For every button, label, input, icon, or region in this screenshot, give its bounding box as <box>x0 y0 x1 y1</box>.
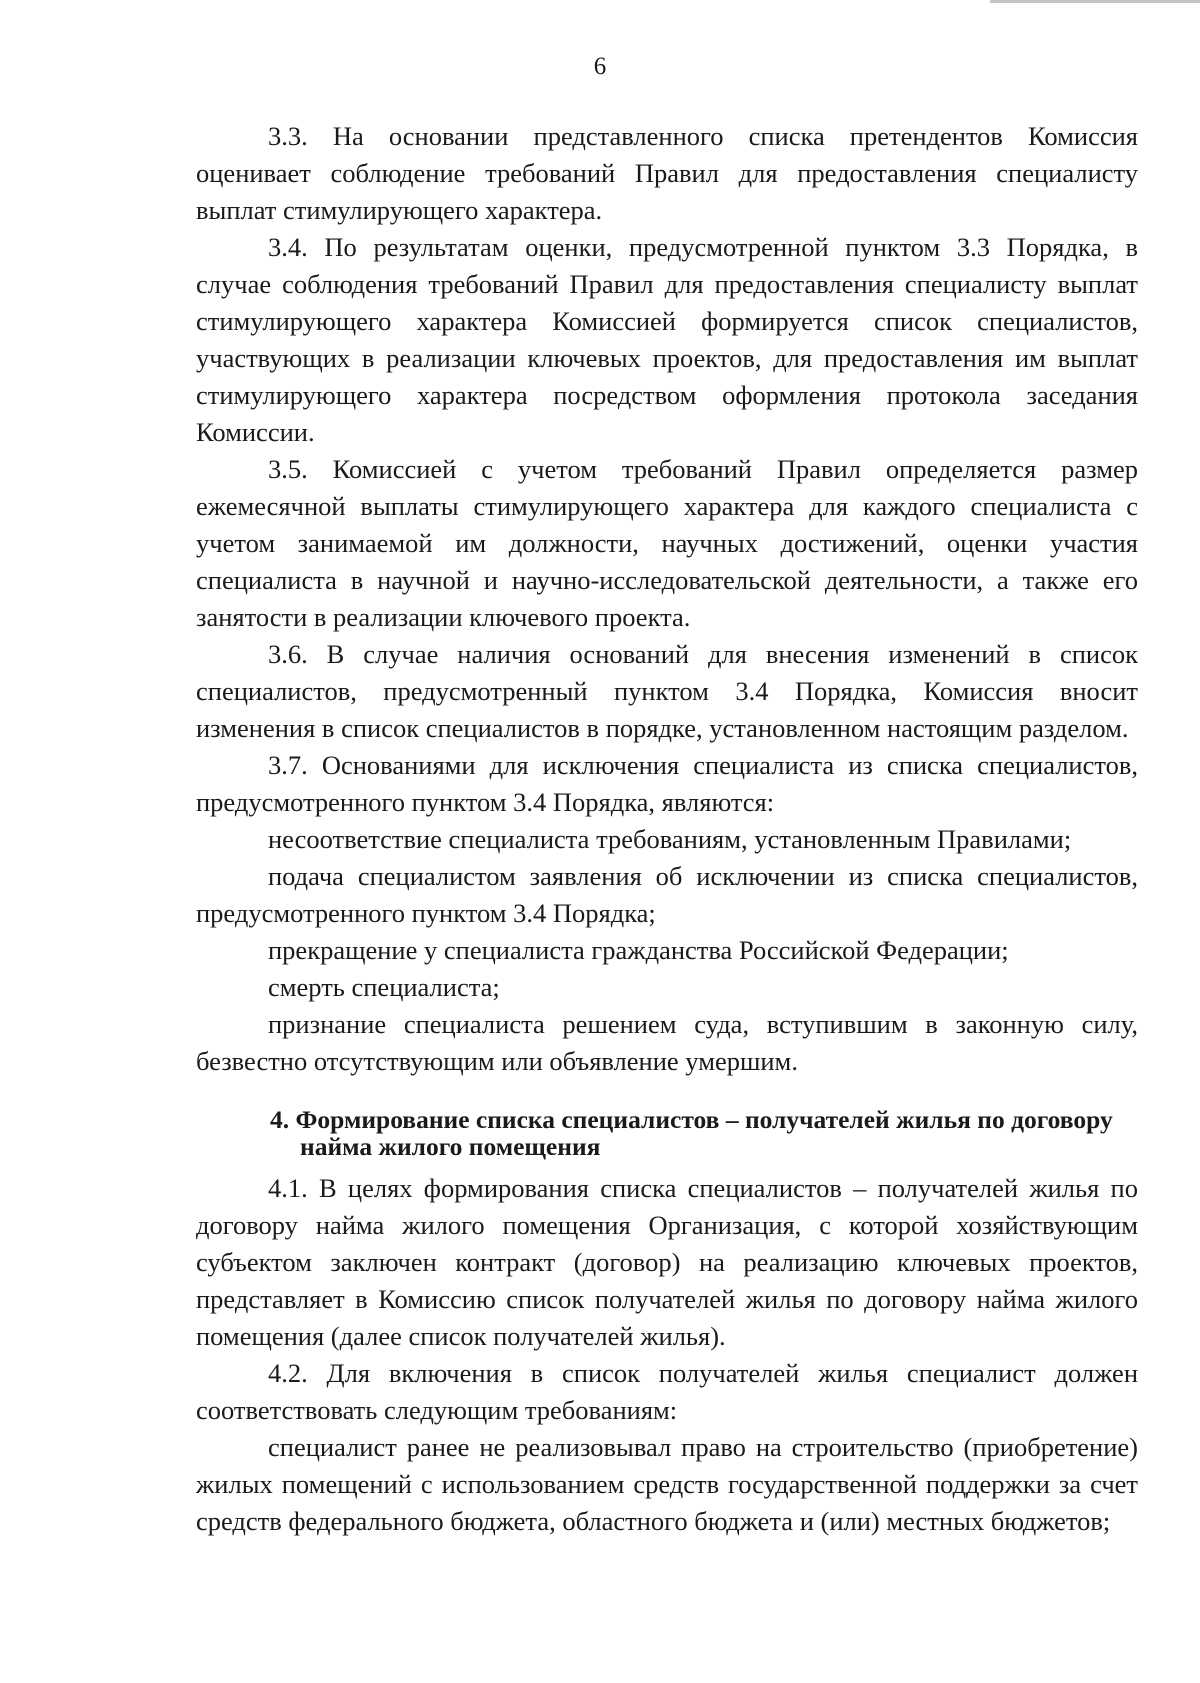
list-item-application: подача специалистом заявления об исключении из списка специалистов, предусмотренного пунктом 3.4 Порядка; <box>196 861 1138 928</box>
section-4-heading-line2: найма жилого помещения <box>300 1132 601 1161</box>
list-item-noncompliance: несоответствие специалиста требованиям, установленным Правилами; <box>268 824 1072 854</box>
paragraph-3-3: 3.3. На основании представленного списка претендентов Комиссия оценивает соблюдение требований Правил для предоставления специалисту выплат стимулирующего характера. <box>196 121 1138 225</box>
paragraph-3-5: 3.5. Комиссией с учетом требований Правил определяется размер ежемесячной выплаты стимулирующего характера для каждого специалиста с учетом занимаемой им должности, научных достижений, оценки участия специалиста в научной и научно-исследовательской деятельности, а также его занятости в реализации ключевого проекта. <box>196 454 1138 632</box>
section-4-heading-line1: 4. Формирование списка специалистов – получателей жилья по договору <box>270 1105 1113 1134</box>
list-item-citizenship: прекращение у специалиста гражданства Российской Федерации; <box>268 935 1009 965</box>
paragraph-3-7: 3.7. Основаниями для исключения специалиста из списка специалистов, предусмотренного пунктом 3.4 Порядка, являются: <box>196 750 1138 817</box>
page-number: 6 <box>593 53 607 80</box>
paragraph-4-2: 4.2. Для включения в список получателей жилья специалист должен соответствовать следующим требованиям: <box>196 1358 1138 1425</box>
paragraph-3-4: 3.4. По результатам оценки, предусмотренной пунктом 3.3 Порядка, в случае соблюдения требований Правил для предоставления специалисту выплат стимулирующего характера Комиссией формируется список специалистов, участвующих в реализации ключевых проектов, для предоставления им выплат стимулирующего характера посредством оформления протокола заседания Комиссии. <box>196 232 1138 447</box>
scan-edge-mark <box>990 0 1200 3</box>
section-4-heading <box>196 1106 1138 1160</box>
paragraph-3-6: 3.6. В случае наличия оснований для внесения изменений в список специалистов, предусмотренный пунктом 3.4 Порядка, Комиссия вносит изменения в список специалистов в порядке, установленном настоящим разделом. <box>196 639 1138 743</box>
list-item-death: смерть специалиста; <box>268 972 500 1002</box>
paragraph-4-1: 4.1. В целях формирования списка специалистов – получателей жилья по договору найма жилого помещения Организация, с которой хозяйствующим субъектом заключен контракт (договор) на реализацию ключевых проектов, представляет в Комиссию список получателей жилья по договору найма жилого помещения (далее список получателей жилья). <box>196 1173 1138 1351</box>
list-item-court-ruling: признание специалиста решением суда, вступившим в законную силу, безвестно отсутствующим или объявление умершим. <box>196 1009 1138 1076</box>
document-body <box>196 118 1138 1540</box>
list-item-no-prior-support: специалист ранее не реализовывал право на строительство (приобретение) жилых помещений с использованием средств государственной поддержки за счет средств федерального бюджета, областного бюджета и (или) местных бюджетов; <box>196 1432 1138 1536</box>
